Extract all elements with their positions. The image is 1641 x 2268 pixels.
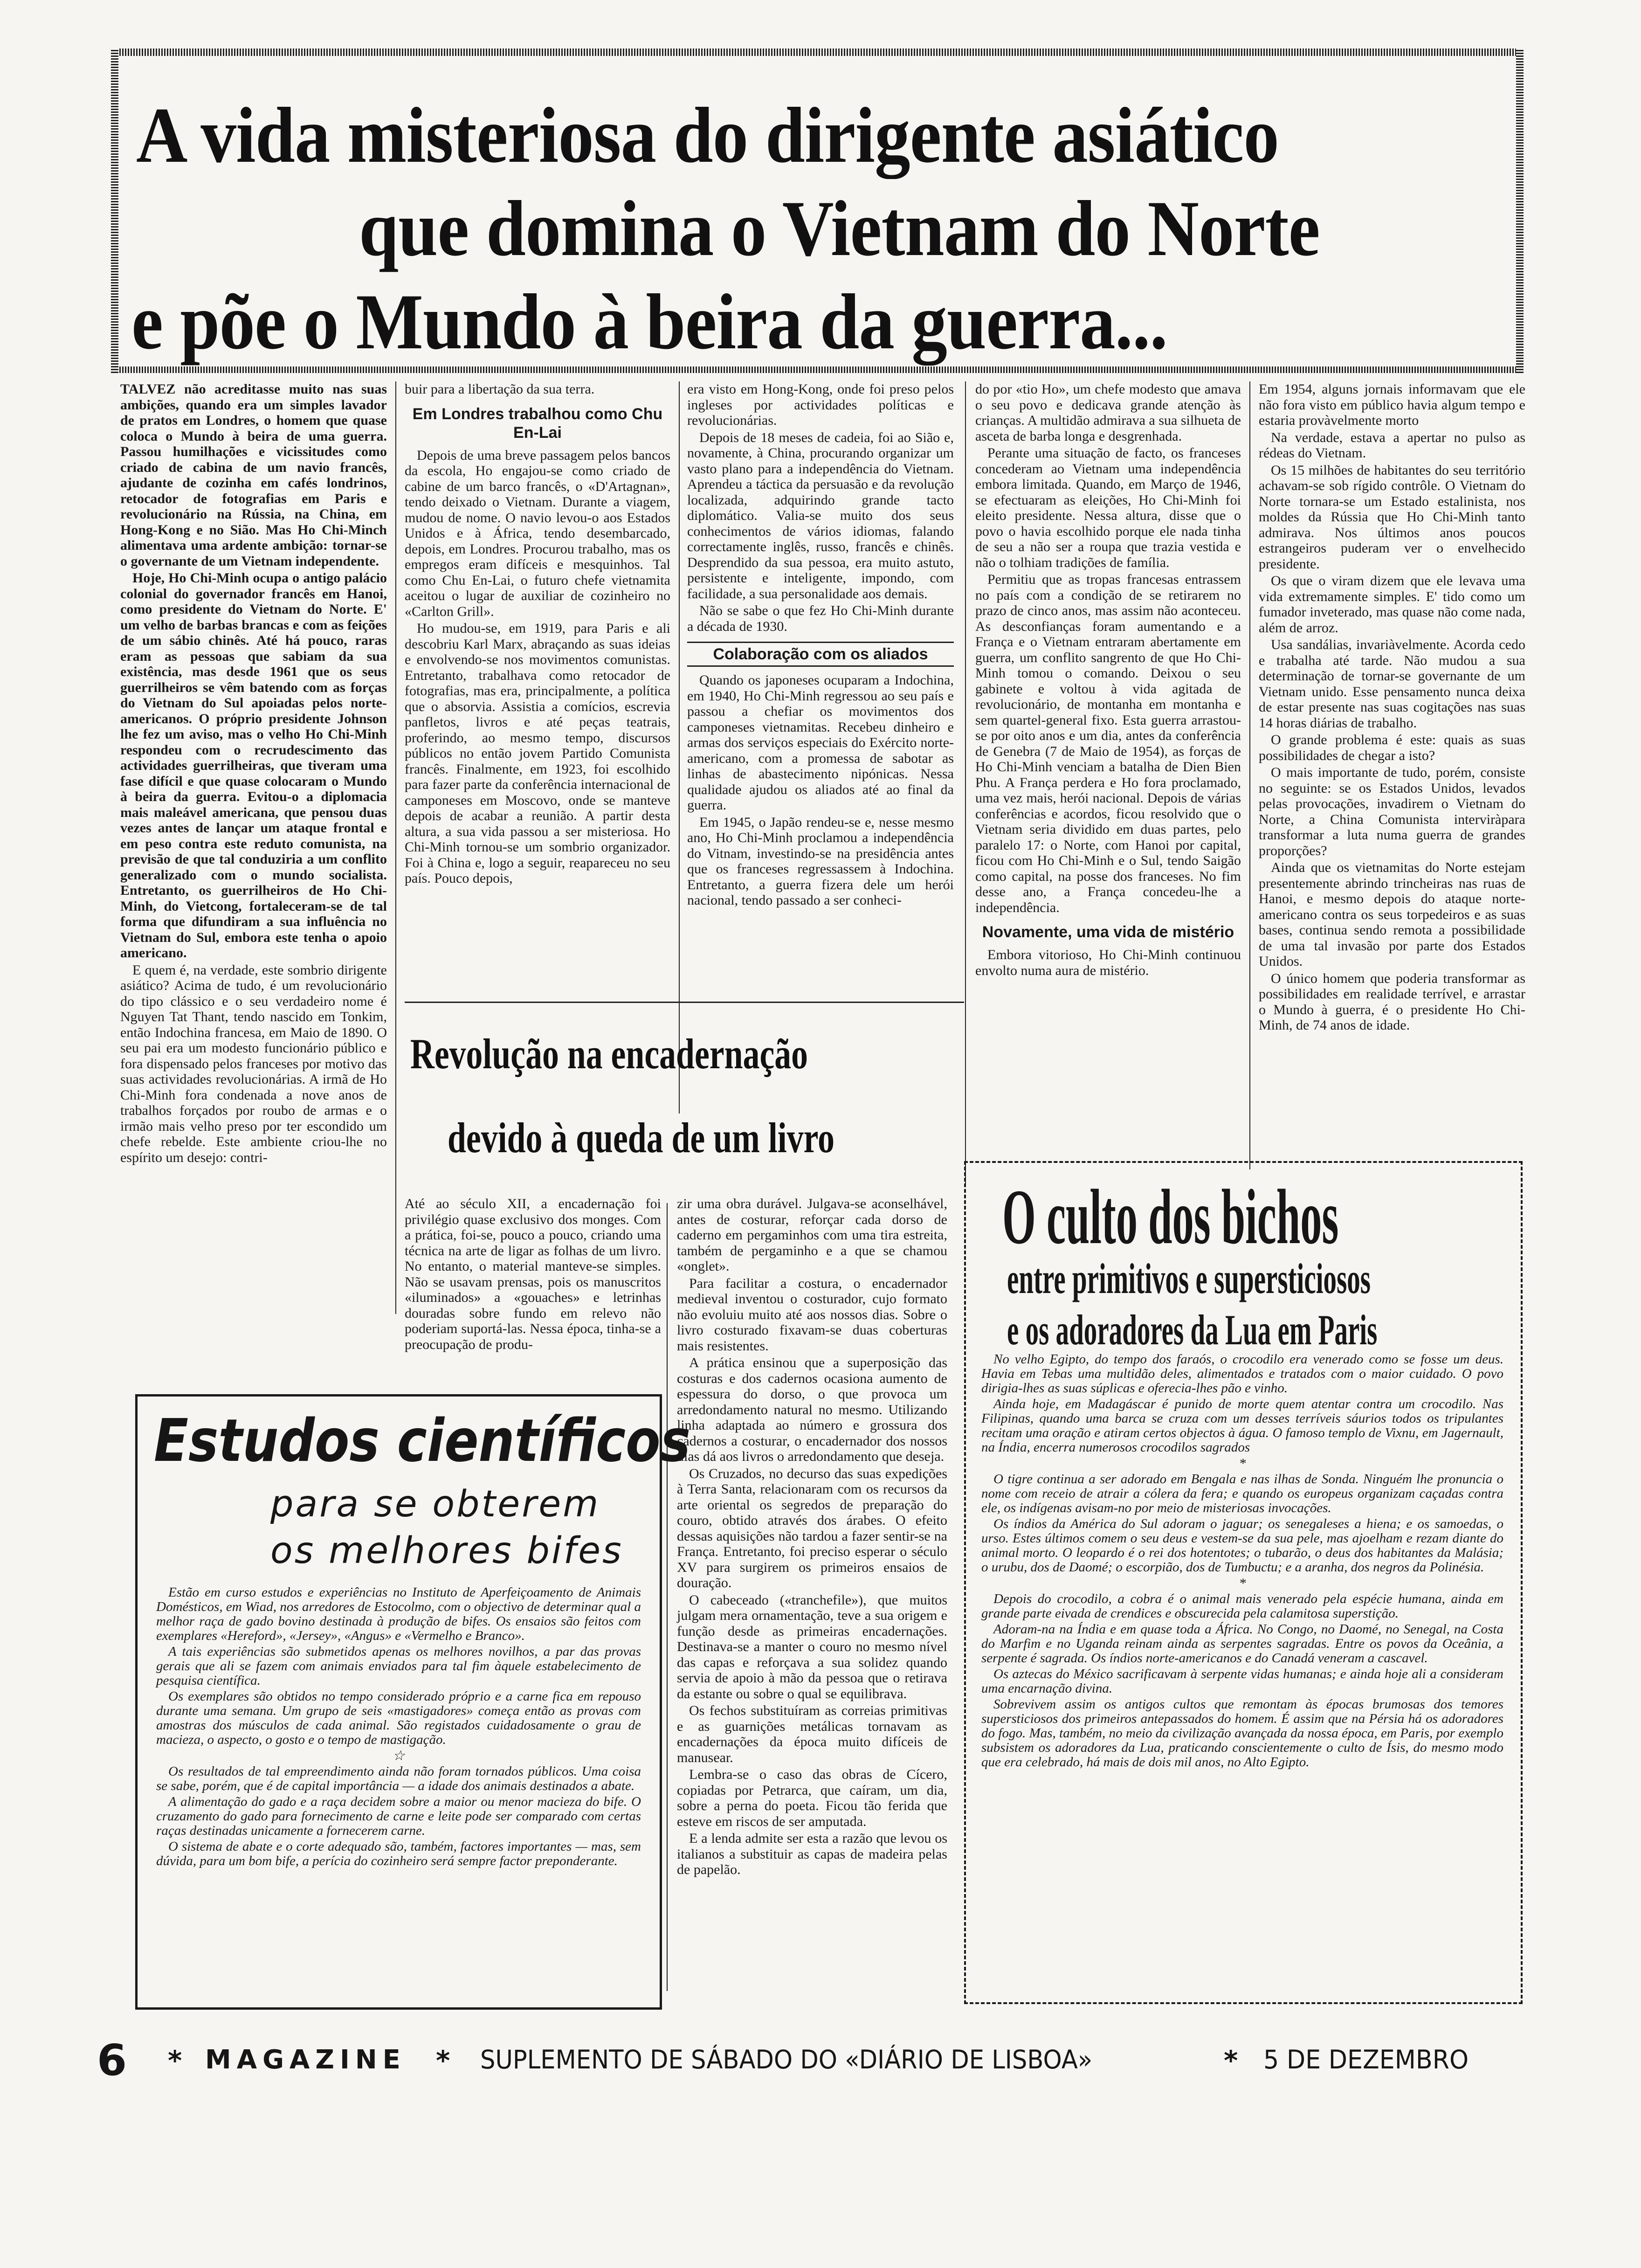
article3-para-3: Os exemplares são obtidos no tempo considerado próprio e a carne fica em repouso durante uma semana. Um grupo de seis «mastigadores» começa então as provas com amostras dos músculos de cada animal. São registados cuidadosamente o grau de macieza, o aspecto, o gosto e o tempo de mastigação. [156,1689,641,1747]
article3-para-2: A tais experiências são submetidos apenas os melhores novilhos, a par das provas gerais que ali se fazem com animais enviados para tal fim àquele estabelecimento de pesquisa científica. [156,1644,641,1688]
article2-col1-para-1: Até ao século XII, a encadernação foi privilégio quase exclusivo dos monges. Com a prática, foi-se, pouco a pouco, criando uma técnica na arte de ligar as folhas de um livro. No entanto, o material manteve-se simples. Não se usavam prensas, pois os manuscritos «iluminados» a «gouaches» e letrinhas douradas sobre fundo em relevo não poderiam suportá-las. Nessa época, tinha-se a preocupação de produ- [405,1196,661,1352]
article1-column-1 [120,381,387,1167]
article2-top-rule [405,1002,964,1003]
article4-para-1: No velho Egipto, do tempo dos faraós, o crocodilo era venerado como se fosse um deus. Havia em Tebas uma multidão deles, alimentados e tratados com o maior cuidado. O povo dirigia-lhes as suas súplicas e oferecia-lhes pão e vinho. [981,1352,1503,1396]
article3-para-1: Estão em curso estudos e experiências no Instituto de Aperfeiçoamento de Animais Domésticos, em Wiad, nos arredores de Estocolmo, com o objectivo de determinar qual a melhor raça de gado bovino destinada à produção de bifes. Os ensaios são feitos com exemplares «Hereford», «Jersey», «Angus» e «Vermelho e Branco». [156,1585,641,1643]
article2-col2-para-7: Lembra-se o caso das obras de Cícero, copiadas por Petrarca, que caíram, um dia, sobre a perna do poeta. Ficou tão ferida que esteve em riscos de ser amputada. [677,1767,947,1829]
column-rule [1249,381,1250,1169]
article1-col2-para-1: Depois de uma breve passagem pelos bancos da escola, Ho engajou-se como criado de cabine de um barco francês, o «D'Artagnan», tendo deixado o Vietnam. Durante a viagem, mudou de nome. O navio levou-o aos Estados Unidos e à África, tendo desembarcado, depois, em Londres. Procurou trabalho, mas os empregos eram difíceis e mesquinhos. Tal como Chu En-Lai, o futuro chefe vietnamita aceitou o lugar de auxiliar de cozinheiro no «Carlton Grill». [405,447,670,619]
article4-para-5: Depois do crocodilo, a cobra é o animal mais venerado pela espécie humana, ainda em grande parte eivada de crendices e obscurecida pela calamitosa superstição. [981,1591,1503,1621]
article1-subhead-londres: Em Londres trabalhou como Chu En-Lai [412,405,663,442]
article1-column-2 [405,381,670,888]
footer-star-2: * [436,2045,450,2076]
article2-col2-para-4: Os Cruzados, no decurso das suas expedições à Terra Santa, relacionaram com os recursos da arte oriental os segredos de preparação do couro, obtido através dos árabes. O efeito dessas aquisições não tardou a fazer sentir-se na França. Entretanto, foi preciso esperar o século XV para surgirem os primeiros ensaios de douração. [677,1466,947,1590]
headline-box-top-border [111,48,1524,56]
article4-para-8: Sobrevivem assim os antigos cultos que remontam às épocas brumosas dos temores supersticiosos dos primeiros antepassados do homem. É assim que na Pérsia há os adoradores do fogo. Mas, também, no meio da civilização avançada da nossa época, em Paris, por exemplo subsistem os adoradores da Lua, praticando conscientemente o culto de Ísis, do mesmo modo que era celebrado, há mais de dois mil anos, no Alto Egipto. [981,1697,1503,1770]
article1-col5-para-8: Ainda que os vietnamitas do Norte estejam presentemente abrindo trincheiras nas ruas de Hanoi, e mesmo depois do ataque norte-americano contra os seus torpedeiros e as suas bases, continua sendo remota a possibilidade de uma tal invasão por parte dos Estados Unidos. [1259,860,1525,969]
headline-box-right-border [1516,48,1524,373]
article2-col2-para-6: Os fechos substituíram as correias primitivas e as guarnições metálicas tornavam as encadernações da época muito difíceis de manusear. [677,1703,947,1765]
article1-col3-para-3: Não se sabe o que fez Ho Chi-Minh durante a década de 1930. [687,603,954,634]
article2-column-1 [405,1196,661,1354]
footer-page-number: 6 [97,2035,127,2085]
article3-subtitle-2: os melhores bifes [270,1530,623,1572]
headline-box-bottom-border [111,366,1524,373]
article4-subtitle-1: entre primitivos e supersticiosos [1007,1255,1371,1302]
column-rule [395,381,396,1314]
asterisk-divider-icon: * [1239,1576,1246,1591]
article1-col1-para-2: Hoje, Ho Chi-Minh ocupa o antigo palácio colonial do governador francês em Hanoi, como presidente do Vietnam do Norte. E' um velho de barbas brancas e com as feições de um sábio chinês. Até há pouco, raras eram as pessoas que sabiam da sua existência, mas desde 1961 que os seus guerrilheiros se vêm batendo com as forças do Vietnam do Sul apoiadas pelos norte-americanos. O próprio presidente Johnson lhe fez um aviso, mas o velho Ho Chi-Minh respondeu com o recrudescimento das actividades guerrilheiras, que tiveram uma fase difícil e que quase colocaram o Mundo à beira da guerra. Evitou-o a diplomacia mais maleável americana, que pensou duas vezes antes de lançar um ataque frontal e em peso contra este reduto comunista, na previsão de que tal conduziria a um conflito generalizado com o mundo socialista. Entretanto, os guerrilheiros de Ho Chi-Minh, do Vietcong, fortaleceram-se de tal forma que difundiram a sua influência no Vietnam do Sul, embora este tenha o apoio americano. [120,570,387,961]
headline-line-2: que domina o Vietnam do Norte [359,185,1320,272]
article1-subhead-colaboracao: Colaboração com os aliados [687,642,954,667]
article1-col4-para-2: Perante uma situação de facto, os franceses concederam ao Vietnam uma independência embora limitada. Quando, em Março de 1946, se efectuaram as eleições, Ho Chi-Minh foi eleito presidente. Nessa altura, disse que o povo o havia escolhido porque ele nada tinha de seu a não ser a roupa que trazia vestida e não o tolhiam tradições de família. [975,445,1241,570]
article4-para-3: O tigre continua a ser adorado em Bengala e nas ilhas de Sonda. Ninguém lhe pronuncia o nome com receio de atrair a cólera da fera; e quando os europeus organizam caçadas contra ele, os indígenas avisam-no por meio de misteriosas invocações. [981,1472,1503,1515]
article4-subtitle-2: e os adoradores da Lua em Paris [1007,1306,1378,1354]
star-divider-icon: ☆ [392,1748,405,1763]
article1-column-3 [687,381,954,910]
article1-col4-para-3: Permitiu que as tropas francesas entrassem no país com a condição de se retirarem no prazo de cinco anos, mas assim não aconteceu. As desconfianças foram aumentando e a França e o Vietnam entraram abertamente em guerra, um conflito sangrento de que Ho Chi-Minh tomou o comando. Deixou o seu gabinete e voltou à vida agitada de revolucionário, de montanha em montanha e sem quartel-general fixo. Esta guerra arrastou-se por oito anos e um dia, antes da conferência de Genebra (7 de Maio de 1954), as forças de Ho Chi-Minh venciam a batalha de Dien Bien Phu. A França perdera e Ho fora proclamado, uma vez mais, herói nacional. Depois de várias conferências e acordos, ficou resolvido que o Vietnam seria dividido em duas partes, pelo paralelo 17: o Norte, com Hanoi por capital, ficou com Ho Chi-Minh e o Sul, tendo Saigão como capital, na posse dos franceses. No fim desse ano, a França concedeu-lhe a independência. [975,572,1241,915]
article1-col2-top: buir para a libertação da sua terra. [405,381,595,397]
article1-col3b-para-1: Quando os japoneses ocuparam a Indochina, em 1940, Ho Chi-Minh regressou ao seu país e passou a chefiar os movimentos dos camponeses vietnamitas. Recebeu dinheiro e armas dos serviços especiais do Exército norte-americano, com a promessa de sabotar as linhas de abastecimento nipónicas. Nessa qualidade ajudou os aliados até ao final da guerra. [687,672,954,813]
article1-col5-para-1: Em 1954, alguns jornais informavam que ele não fora visto em público havia algum tempo e estaria provàvelmente morto [1259,381,1525,428]
article1-col5-para-6: O grande problema é este: quais as suas possibilidades de chegar a isto? [1259,732,1525,763]
article2-column-2 [677,1196,947,1879]
footer-star-1: * [168,2045,182,2076]
article1-col3b-para-2: Em 1945, o Japão rendeu-se e, nesse mesmo ano, Ho Chi-Minh proclamou a independência do Vitnam, investindo-se na presidência antes que os franceses regressassem à Indochina. Entretanto, a guerra fizera dele um herói nacional, tendo passado a ser conheci- [687,814,954,908]
article1-col5-para-4: Os que o viram dizem que ele levava uma vida extremamente simples. E' tido como um fumador inveterado, mas quase não come nada, além de arroz. [1259,573,1525,636]
article2-col2-para-3: A prática ensinou que a superposição das costuras e dos cadernos ocasiona aumento de espessura do dorso, o que provoca um arredondamento natural no mesmo. Utilizando linha adaptada ao número e grossura dos cadernos a costurar, o encadernador dos nossos dias dá aos livros o arredondamento que deseja. [677,1355,947,1464]
article4-title: O culto dos bichos [1002,1174,1339,1260]
footer-magazine: MAGAZINE [205,2045,406,2075]
headline-line-1: A vida misteriosa do dirigente asiático [136,91,1279,179]
column-rule [965,381,966,1183]
article2-col2-para-5: O cabeceado («tranchefile»), que muitos julgam mera ornamentação, teve a sua origem e função desde as primeiras encadernações. Destinava-se a manter o couro no mesmo nível das capas e reforçava a sua solidez quando servia de apoio à mão da pessoa que o retirava da estante ou sobre o qual se equilibrava. [677,1592,947,1701]
article1-col3-para-1: era visto em Hong-Kong, onde foi preso pelos ingleses por actividades políticas e revolucionárias. [687,381,954,428]
article1-col2-para-2: Ho mudou-se, em 1919, para Paris e ali descobriu Karl Marx, abraçando as suas ideias e envolvendo-se nos movimentos comunistas. Entretanto, trabalhava como retocador de fotografias, mas era, principalmente, a política que o absorvia. Assistia a comícios, escrevia panfletos, livros e até peças teatrais, proferindo, ao mesmo tempo, discursos públicos no então jovem Partido Comunista francês. Finalmente, em 1923, foi escolhido para fazer parte da conferência internacional de camponeses em Moscovo, onde se manteve depois de acabar a reunião. A partir desta altura, a sua vida passou a ser misteriosa. Ho Chi-Minh tornou-se um sombrio organizador. Foi à China e, logo a seguir, reapareceu no seu país. Pouco depois, [405,621,670,886]
headline-box-left-border [111,48,118,373]
article1-col5-para-2: Na verdade, estava a apertar no pulso as rédeas do Vietnam. [1259,429,1525,461]
article2-col2-para-2: Para facilitar a costura, o encadernador medieval inventou o costurador, cujo formato não evoluiu muito até aos nossos dias. Sobre o livro costurado fixavam-se duas coberturas mais resistentes. [677,1275,947,1354]
article4-para-4: Os índios da América do Sul adoram o jaguar; os senegaleses a hiena; e os samoedas, o urso. Estes últimos comem o seu deus e vestem-se da sua pele, mas ajoelham e rezam diante do animal morto. O leopardo é o rei dos hotentotes; o tubarão, o deus dos habitantes da Malásia; o urubu, dos de Daomé; o escorpião, dos de Tumbuctu; e a aranha, dos negros da Polinésia. [981,1516,1503,1575]
article1-col4b: Embora vitorioso, Ho Chi-Minh continuou envolto numa aura de mistério. [975,947,1241,978]
headline-line-3: e põe o Mundo à beira da guerra... [131,278,1167,366]
asterisk-divider-icon: * [1239,1456,1246,1471]
article4-para-6: Adoram-na na Índia e em quase toda a África. No Congo, no Daomé, no Senegal, na Costa do Marfim e no Uganda reinam ainda as serpentes sagradas. Entre os povos da Oceânia, a serpente é sagrada. Os índios norte-americanos e do Canadá veneram a cascavel. [981,1622,1503,1666]
column-rule [667,1203,668,1991]
article3-title: Estudos científicos [154,1406,691,1475]
article1-col5-para-5: Usa sandálias, invariàvelmente. Acorda cedo e trabalha até tarde. Não mudou a sua determinação de tornar-se governante de um Vietnam unido. Esse pensamento nunca deixa de estar presente nas suas cogitações nas suas 14 horas diárias de trabalho. [1259,637,1525,731]
column-rule [679,381,680,1113]
article1-col1-para-3: E quem é, na verdade, este sombrio dirigente asiático? Acima de tudo, é um revolucionário do tipo clássico e o seu verdadeiro nome é Nguyen Tat Thant, tendo nascido em Tonkim, então Indochina francesa, em Maio de 1890. O seu pai era um modesto funcionário público e fora dispensado pelos franceses por motivo das suas actividades revolucionárias. A irmã de Ho Chi-Minh fora condenada a nove anos de trabalhos forçados por roubo de armas e o irmão mais velho preso por ter escondido um chefe rebelde. Este ambiente criou-lhe no espírito um desejo: contri- [120,962,387,1165]
article2-col2-para-1: zir uma obra durável. Julgava-se aconselhável, antes de costurar, reforçar cada dorso de caderno em pergaminhos com uma tira estreita, também de pergaminho e a que se chamou «onglet». [677,1196,947,1274]
article1-col5-para-3: Os 15 milhões de habitantes do seu território achavam-se sob rígido contrôle. O Vietnam do Norte tornara-se um Estado estalinista, nos moldes da Rússia que Ho Chi-Minh tanto admirava. Nos últimos anos poucos estrangeiros puderam ver o envelhecido presidente. [1259,462,1525,572]
article1-subhead-misterio: Novamente, uma vida de mistério [982,923,1234,941]
article4-body [981,1352,1503,1771]
article1-col3-para-2: Depois de 18 meses de cadeia, foi ao Sião e, novamente, à China, procurando organizar um vasto plano para a independência do Vietnam. Aprendeu a táctica da persuasão e da revolução localizada, adquirindo grande tacto diplomático. Valia-se muito dos seus conhecimentos de vários idiomas, falando correctamente inglês, russo, francês e chinês. Desprendido da sua pessoa, era muito astuto, persistente e inteligente, impondo, com facilidade, a sua personalidade aos demais. [687,429,954,602]
article1-col4-para-1: do por «tio Ho», um chefe modesto que amava o seu povo e dedicava grande atenção às crianças. A multidão admirava a sua silhueta de asceta de barba longa e desgrenhada. [975,381,1241,444]
article2-col2-para-8: E a lenda admite ser esta a razão que levou os italianos a substituir as capas de madeira pelas de papelão. [677,1831,947,1877]
article1-column-4 [975,381,1241,980]
article1-col5-para-9: O único homem que poderia transformar as possibilidades em realidade terrível, e arrastar o Mundo à guerra, é o presidente Ho Chi-Minh, de 74 anos de idade. [1259,970,1525,1033]
article3-para-5: A alimentação do gado e a raça decidem sobre a maior ou menor macieza do bife. O cruzamento do gado para fornecimento de carne e leite pode ser comparado com certas raças destinadas unicamente a fornecerem carne. [156,1794,641,1838]
footer-star-3: * [1224,2045,1238,2076]
article4-para-7: Os aztecas do México sacrificavam à serpente vidas humanas; e ainda hoje ali a consideram uma encarnação divina. [981,1666,1503,1696]
article3-body [156,1585,641,1870]
article3-para-6: O sistema de abate e o corte adequado são, também, factores importantes — mas, sem dúvida, para um bom bife, a perícia do cozinheiro será sempre factor preponderante. [156,1839,641,1868]
article2-title-line-1: Revolução na encadernação [410,1030,808,1078]
article2-title-line-2: devido à queda de um livro [448,1114,835,1162]
article3-para-4: Os resultados de tal empreendimento ainda não foram tornados públicos. Uma coisa se sabe, porém, que é de capital importância — a idade dos animais destinados a abate. [156,1764,641,1793]
footer-supplement: SUPLEMENTO DE SÁBADO DO «DIÁRIO DE LISBOA» [480,2045,1093,2074]
article1-col1-para-1: TALVEZ não acreditasse muito nas suas ambições, quando era um simples lavador de pratos em Londres, o homem que quase coloca o Mundo à beira de uma guerra. Passou humilhações e vicissitudes como criado de cabina de um navio francês, ajudante de cozinha em cafés londrinos, retocador de fotografias em Paris e revolucionário na Rússia, na China, em Hong-Kong e no Sião. Mas Ho Chi-Minch alimentava uma ardente ambição: tornar-se o governante de um Vietnam independente. [120,381,387,569]
article1-column-5 [1259,381,1525,1035]
article3-subtitle-1: para se obterem [270,1483,600,1525]
footer-date: 5 DE DEZEMBRO [1263,2045,1469,2074]
article4-para-2: Ainda hoje, em Madagáscar é punido de morte quem atentar contra um crocodilo. Nas Filipinas, quando uma barca se cruza com um desses terríveis sáurios todos os tripulantes recitam uma oração e atiram certos objectos à água. O famoso templo de Vixnu, em Jagernault, na Índia, encerra numerosos crocodilos sagrados [981,1397,1503,1455]
article1-col5-para-7: O mais importante de tudo, porém, consiste no seguinte: se os Estados Unidos, levados pelas provocações, invadirem o Vietnam do Norte, a China Comunista interviràpara transformar a luta numa guerra de grandes proporções? [1259,765,1525,858]
